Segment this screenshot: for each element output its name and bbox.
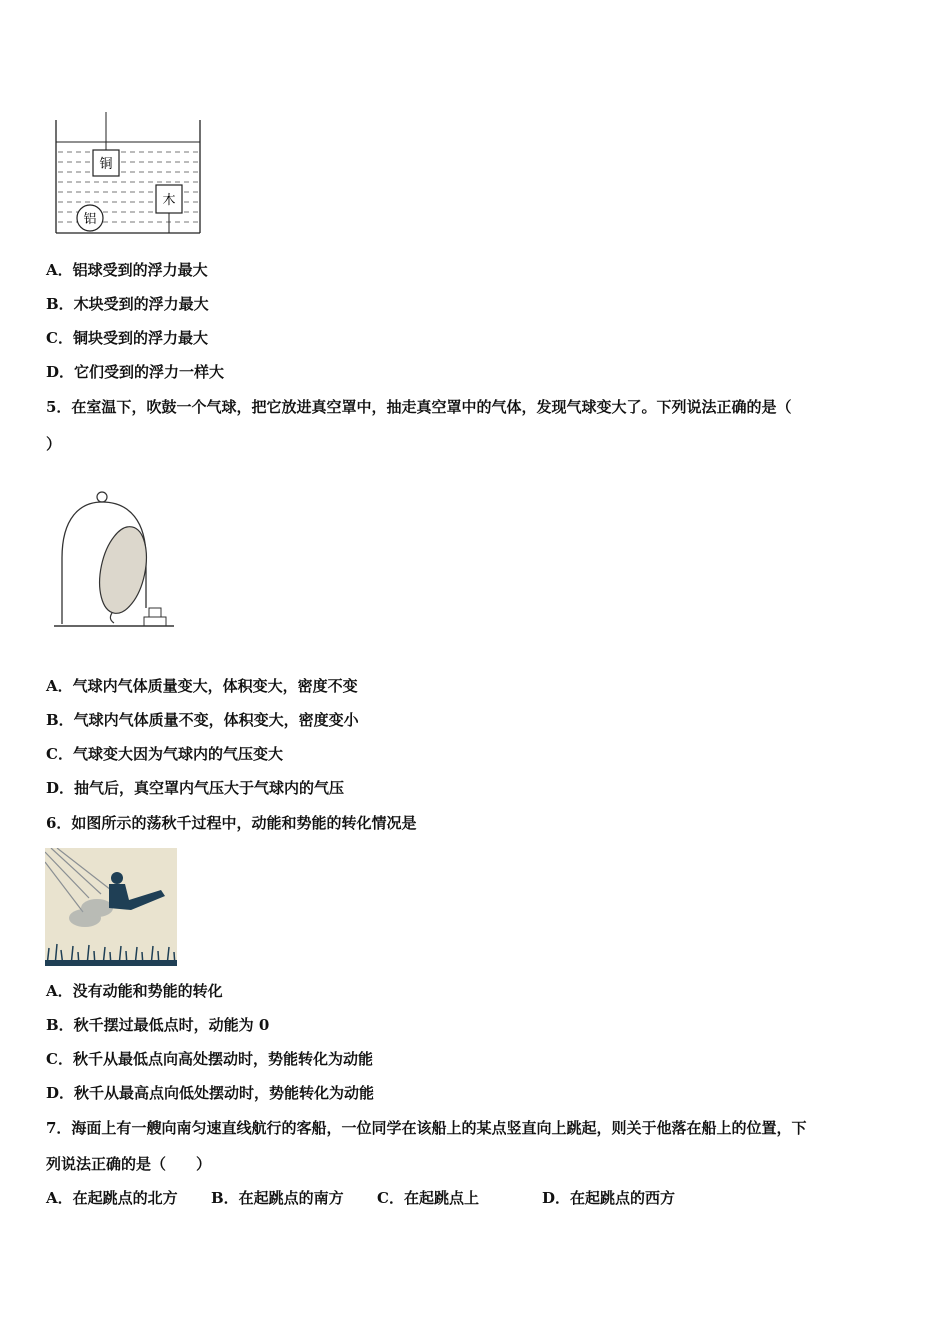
q5-stem-cont: ） (46, 435, 62, 453)
q7-option-c: C．在起跳点上 (377, 1189, 479, 1207)
swing-figure (45, 848, 177, 966)
q4-option-d: D．它们受到的浮力一样大 (46, 363, 225, 381)
q7-option-b: B．在起跳点的南方 (211, 1189, 344, 1207)
q7-stem: 7．海面上有一艘向南匀速直线航行的客船，一位同学在该船上的某点竖直向上跳起，则关于他落在船上的位置，下 (46, 1119, 807, 1137)
q7-options (46, 1188, 675, 1208)
q6-option-c: C．秋千从最低点向高处摆动时，势能转化为动能 (46, 1050, 373, 1068)
q6-stem: 6．如图所示的荡秋千过程中，动能和势能的转化情况是 (46, 814, 417, 832)
q5-option-a: A．气球内气体质量变大，体积变大，密度不变 (46, 677, 358, 695)
q6-option-d: D．秋千从最高点向低处摆动时，势能转化为动能 (46, 1084, 375, 1102)
q5-stem: 5．在室温下，吹鼓一个气球，把它放进真空罩中，抽走真空罩中的气体，发现气球变大了。下列说法正确的是（ (46, 398, 792, 416)
q6-option-b: B．秋千摆过最低点时，动能为 0 (46, 1016, 270, 1034)
q5-option-d: D．抽气后，真空罩内气压大于气球内的气压 (46, 779, 345, 797)
q5-option-c: C．气球变大因为气球内的气压变大 (46, 745, 283, 763)
buoyancy-figure (52, 112, 204, 238)
q4-option-c: C．铜块受到的浮力最大 (46, 329, 208, 347)
q7-stem-cont: 列说法正确的是（ ） (46, 1155, 212, 1173)
bell-jar-figure (50, 488, 178, 634)
q6-option-a: A．没有动能和势能的转化 (46, 982, 223, 1000)
q4-option-a: A．铝球受到的浮力最大 (46, 261, 208, 279)
copper-label: 铜 (99, 157, 113, 172)
aluminum-label: 铝 (83, 212, 97, 227)
q4-option-b: B．木块受到的浮力最大 (46, 295, 209, 313)
q7-option-a: A．在起跳点的北方 (46, 1189, 178, 1207)
q7-option-d: D．在起跳点的西方 (542, 1189, 676, 1207)
wood-label: 木 (162, 193, 176, 208)
q5-option-b: B．气球内气体质量不变，体积变大，密度变小 (46, 711, 359, 729)
